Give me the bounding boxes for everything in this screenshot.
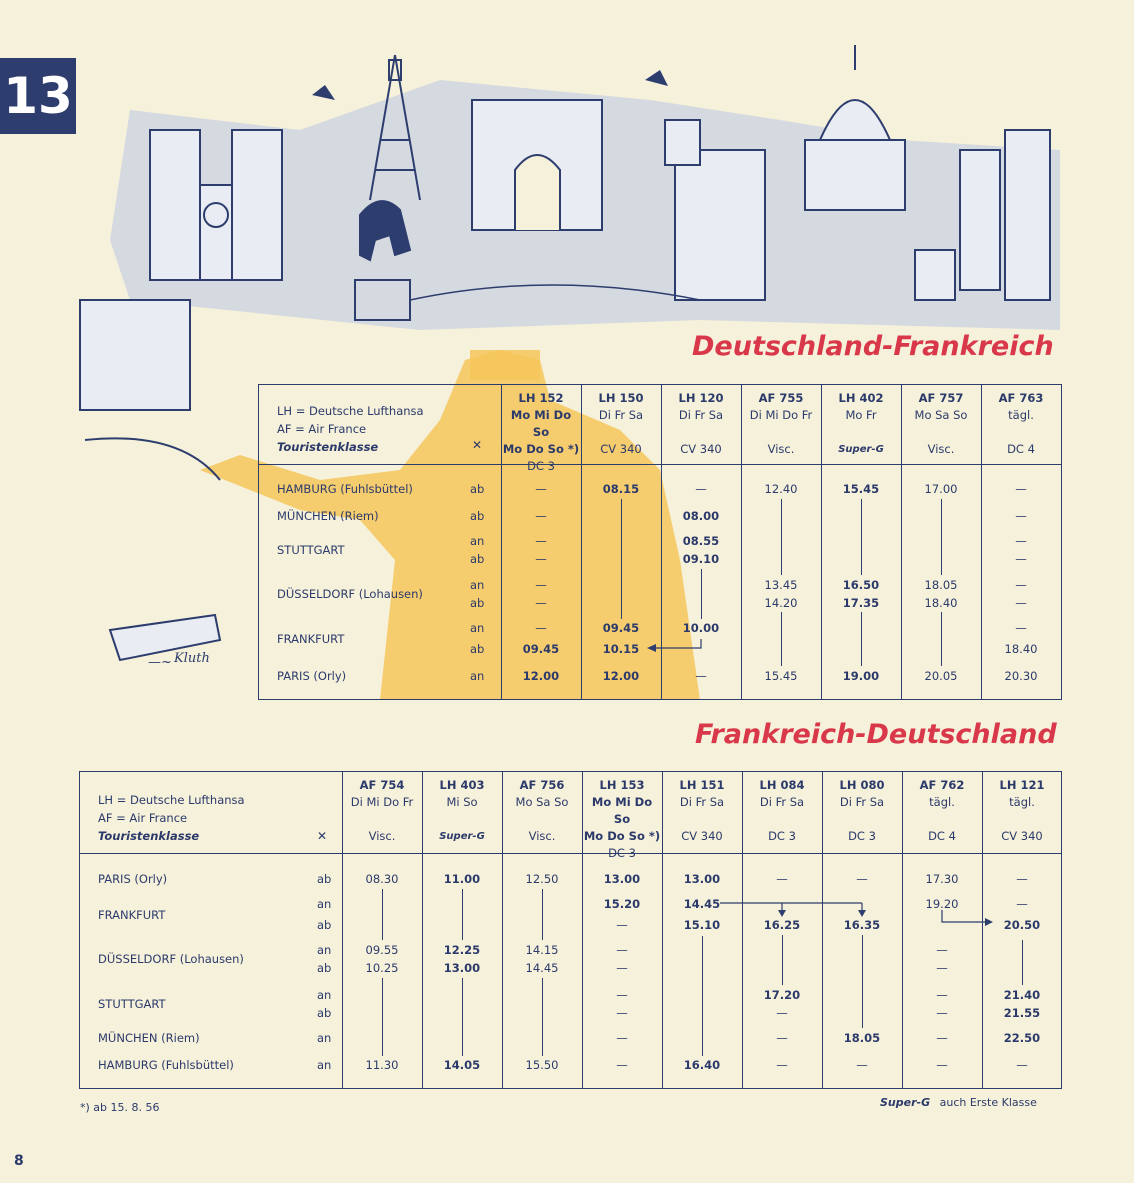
city-name: PARIS (Orly) [98,872,168,886]
time-cell: — [1015,578,1027,592]
operating-days-alt: Mo Do So *) [502,442,580,456]
legend-af: AF = Air France [277,422,367,436]
legend-af: AF = Air France [98,811,188,825]
aircraft-type: Super-G [838,444,884,455]
aircraft-type: DC 3 [608,846,636,860]
legend-class: Touristenklasse [277,440,379,454]
super-g-logo: Super-G [880,1096,931,1109]
flight-number: LH 150 [598,391,644,405]
time-cell: 09.45 [522,642,560,656]
operating-days: Di Fr Sa [759,795,805,809]
time-cell: 10.25 [365,961,399,975]
page-badge: 13 [0,58,76,134]
city-name: DÜSSELDORF (Lohausen) [98,952,244,966]
aircraft-type: DC 3 [768,829,796,843]
time-cell: — [695,482,707,496]
arrival-departure-mark: an [317,1031,332,1045]
arrival-departure-mark: ab [470,642,485,656]
time-cell: — [616,961,628,975]
time-cell: 17.30 [925,872,959,886]
time-cell: 15.45 [842,482,880,496]
flight-number: LH 153 [599,778,645,792]
arrival-departure-mark: an [470,578,485,592]
arrival-departure-mark: ab [470,552,485,566]
time-cell: 13.00 [443,961,481,975]
arrival-departure-mark: ab [470,482,485,496]
legend-class: Touristenklasse [98,829,200,843]
aircraft-type: CV 340 [1001,829,1043,843]
arrival-departure-mark: an [470,534,485,548]
time-cell: — [616,1031,628,1045]
operating-days: tägl. [1009,795,1035,809]
time-cell: — [776,1058,788,1072]
time-cell: 10.15 [602,642,640,656]
time-cell: — [856,1058,868,1072]
arrival-departure-mark: an [317,1058,332,1072]
time-cell: — [535,596,547,610]
time-cell: 14.05 [443,1058,481,1072]
time-cell: — [1015,596,1027,610]
time-cell: 21.40 [1003,988,1041,1002]
aircraft-type: DC 3 [848,829,876,843]
time-cell: 08.00 [682,509,720,523]
flight-number: AF 754 [359,778,405,792]
aircraft-type: DC 4 [1007,442,1035,456]
time-cell: 09.10 [682,552,720,566]
city-name: PARIS (Orly) [277,669,347,683]
flight-number: AF 763 [998,391,1044,405]
time-cell: — [535,534,547,548]
city-name: HAMBURG (Fuhlsbüttel) [277,482,413,496]
time-cell: 18.05 [924,578,958,592]
page-number: 8 [14,1153,24,1169]
time-cell: 17.20 [763,988,801,1002]
operating-days: Di Fr Sa [839,795,885,809]
flight-number: LH 121 [999,778,1045,792]
aircraft-type: CV 340 [680,442,722,456]
time-cell: 12.00 [602,669,640,683]
operating-days: Mo Fr [845,408,877,422]
meal-symbol: ✕ [317,829,328,843]
arrival-departure-mark: ab [470,509,485,523]
time-cell: 11.30 [365,1058,399,1072]
time-cell: 17.35 [842,596,880,610]
meal-symbol: ✕ [472,438,483,452]
flight-number: LH 151 [679,778,725,792]
time-cell: — [776,872,788,886]
aircraft-type: DC 4 [928,829,956,843]
operating-days: tägl. [929,795,955,809]
time-cell: 13.00 [603,872,641,886]
time-cell: 20.50 [1003,918,1041,932]
legend-lh: LH = Deutsche Lufthansa [277,404,424,418]
operating-days-alt: Mo Do So *) [583,829,661,843]
arrival-departure-mark: ab [470,596,485,610]
time-cell: — [936,1006,948,1020]
time-cell: 15.50 [525,1058,559,1072]
time-cell: 14.15 [525,943,559,957]
time-cell: — [535,482,547,496]
time-cell: — [936,961,948,975]
time-cell: — [616,943,628,957]
aircraft-type: Visc. [528,829,556,843]
time-cell: 09.45 [602,621,640,635]
time-cell: 13.00 [683,872,721,886]
table1-title: Deutschland-Frankreich [692,331,1054,362]
time-cell: 19.00 [842,669,880,683]
time-cell: 18.40 [924,596,958,610]
time-cell: 20.30 [1004,669,1038,683]
time-cell: 22.50 [1003,1031,1041,1045]
time-cell: — [776,1031,788,1045]
city-name: MÜNCHEN (Riem) [98,1031,200,1045]
aircraft-type: CV 340 [681,829,723,843]
time-cell: 08.55 [682,534,720,548]
city-name: FRANKFURT [277,631,345,646]
time-cell: 12.40 [764,482,798,496]
time-cell: — [1015,621,1027,635]
time-cell: — [616,918,628,932]
time-cell: — [616,1058,628,1072]
time-cell: 13.45 [764,578,798,592]
arrival-departure-mark: an [317,897,332,911]
time-cell: — [776,1006,788,1020]
time-cell: 14.45 [683,897,721,911]
flight-number: AF 756 [519,778,565,792]
operating-days: Mo Sa So [515,795,569,809]
operating-days: Di Fr Sa [679,795,725,809]
city-name: DÜSSELDORF (Lohausen) [277,587,423,601]
arrival-departure-mark: an [470,669,485,683]
time-cell: 16.50 [842,578,880,592]
city-name: HAMBURG (Fuhlsbüttel) [98,1058,234,1072]
timetable-germany-france [258,384,1062,700]
time-cell: 20.05 [924,669,958,683]
city-name: STUTTGART [277,543,345,557]
time-cell: 14.20 [764,596,798,610]
arrival-departure-mark: an [470,621,485,635]
time-cell: — [1016,872,1028,886]
time-cell: — [535,552,547,566]
time-cell: 18.05 [843,1031,881,1045]
time-cell: 12.00 [522,669,560,683]
operating-days: tägl. [1008,408,1034,422]
time-cell: 18.40 [1004,642,1038,656]
arrival-departure-mark: an [317,943,332,957]
aircraft-type: Visc. [368,829,396,843]
legend-lh: LH = Deutsche Lufthansa [98,793,245,807]
time-cell: 08.15 [602,482,640,496]
time-cell: 15.45 [764,669,798,683]
flight-number: LH 403 [439,778,485,792]
flight-number: LH 120 [678,391,724,405]
time-cell: 16.25 [763,918,801,932]
time-cell: 15.20 [603,897,641,911]
footnote-validity: *) ab 15. 8. 56 [80,1101,160,1114]
operating-days: Mo Mi Do So [591,795,653,826]
time-cell: — [936,943,948,957]
operating-days: Mo Mi Do So [510,408,572,439]
operating-days: Mo Sa So [914,408,968,422]
time-cell: 08.30 [365,872,399,886]
time-cell: — [1016,897,1028,911]
arrival-departure-mark: ab [317,872,332,886]
timetable-france-germany [79,771,1062,1089]
time-cell: — [535,621,547,635]
flight-number: AF 755 [758,391,804,405]
flight-number: LH 080 [839,778,885,792]
footnote-super-g [880,1096,1037,1109]
time-cell: — [1015,482,1027,496]
time-cell: — [856,872,868,886]
time-cell: — [535,578,547,592]
aircraft-type: Visc. [767,442,795,456]
operating-days: Di Mi Do Fr [749,408,813,422]
aircraft-type: DC 3 [527,459,555,473]
time-cell: 09.55 [365,943,399,957]
aircraft-type: CV 340 [600,442,642,456]
flight-number: LH 402 [838,391,884,405]
city-name: STUTTGART [98,997,166,1011]
time-cell: 17.00 [924,482,958,496]
time-cell: 21.55 [1003,1006,1041,1020]
time-cell: 16.40 [683,1058,721,1072]
flight-number: LH 084 [759,778,805,792]
time-cell: — [695,669,707,683]
time-cell: 14.45 [525,961,559,975]
operating-days: Mi So [446,795,478,809]
super-g-note: auch Erste Klasse [939,1096,1037,1109]
time-cell: — [616,1006,628,1020]
time-cell: — [936,1031,948,1045]
time-cell: — [1015,534,1027,548]
operating-days: Di Fr Sa [598,408,644,422]
aircraft-type: Super-G [439,831,485,842]
arrival-departure-mark: an [317,988,332,1002]
svg-text:—~: —~ [148,655,172,670]
operating-days: Di Fr Sa [678,408,724,422]
table2-title: Frankreich-Deutschland [695,719,1057,750]
flight-number: AF 762 [919,778,965,792]
time-cell: 16.35 [843,918,881,932]
time-cell: 15.10 [683,918,721,932]
time-cell: — [1015,552,1027,566]
time-cell: — [616,988,628,1002]
arrival-departure-mark: ab [317,1006,332,1020]
operating-days: Di Mi Do Fr [350,795,414,809]
flight-number: AF 757 [918,391,964,405]
time-cell: — [1016,1058,1028,1072]
time-cell: 11.00 [443,872,481,886]
city-name: FRANKFURT [98,907,166,922]
time-cell: — [1015,509,1027,523]
flight-number: LH 152 [518,391,564,405]
connection-arrows [80,772,1061,1088]
time-cell: 10.00 [682,621,720,635]
artist-signature: Kluth [174,651,210,666]
time-cell: 12.50 [525,872,559,886]
aircraft-type: Visc. [927,442,955,456]
time-cell: 19.20 [925,897,959,911]
arrival-departure-mark: ab [317,918,332,932]
time-cell: 12.25 [443,943,481,957]
time-cell: — [936,1058,948,1072]
time-cell: — [535,509,547,523]
time-cell: — [936,988,948,1002]
arrival-departure-mark: ab [317,961,332,975]
connection-arrow [259,385,1061,699]
city-name: MÜNCHEN (Riem) [277,509,379,523]
